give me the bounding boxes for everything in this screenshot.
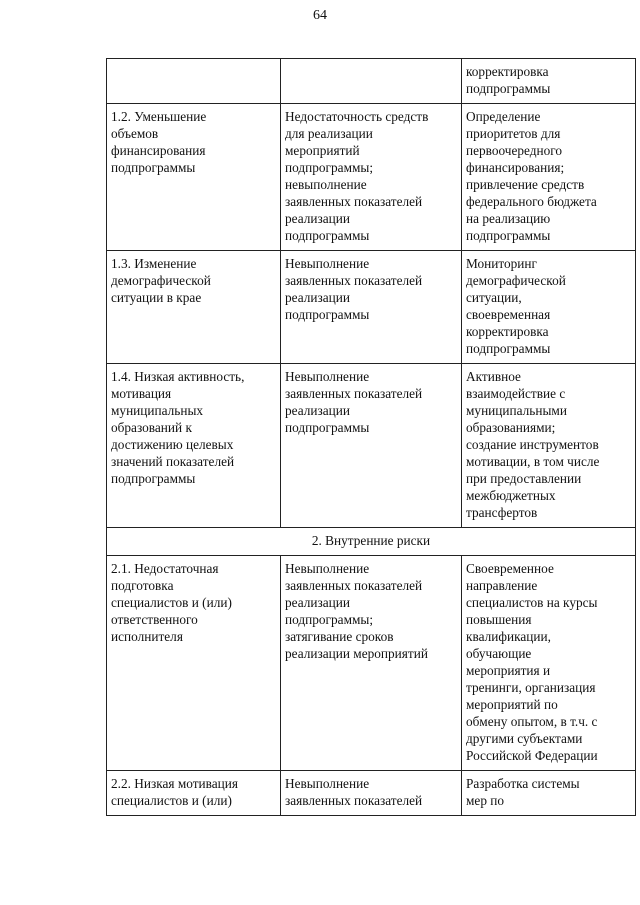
measure-cell: Мониторинг демографической ситуации, своевременная корректировка подпрограммы bbox=[462, 251, 636, 364]
consequence-cell: Невыполнение заявленных показателей реализации подпрограммы bbox=[281, 251, 462, 364]
table-row bbox=[107, 59, 636, 104]
page-number: 64 bbox=[313, 8, 327, 23]
table-row bbox=[107, 771, 636, 816]
risk-cell: 1.2. Уменьшение объемов финансирования подпрограммы bbox=[107, 104, 281, 251]
risk-table bbox=[106, 58, 636, 816]
measure-cell: Определение приоритетов для первоочередного финансирования; привлечение средств федерального бюджета на реализацию подпрограммы bbox=[462, 104, 636, 251]
consequence-cell: Невыполнение заявленных показателей реализации подпрограммы bbox=[281, 364, 462, 528]
measure-cell: Активное взаимодействие с муниципальными образованиями; создание инструментов мотивации, в том числе при предоставлении межбюджетных трансфертов bbox=[462, 364, 636, 528]
section-header: 2. Внутренние риски bbox=[107, 528, 636, 556]
risk-cell: 1.3. Изменение демографической ситуации в крае bbox=[107, 251, 281, 364]
risk-cell: 1.4. Низкая активность, мотивация муниципальных образований к достижению целевых значений показателей подпрограммы bbox=[107, 364, 281, 528]
consequence-cell: Невыполнение заявленных показателей реализации подпрограммы; затягивание сроков реализации мероприятий bbox=[281, 556, 462, 771]
measure-cell: Своевременное направление специалистов на курсы повышения квалификации, обучающие мероприятия и тренинги, организация мероприятий по обмену опытом, в т.ч. с другими субъектами Российской Федерации bbox=[462, 556, 636, 771]
section-header-row bbox=[107, 528, 636, 556]
table-row bbox=[107, 364, 636, 528]
table-row bbox=[107, 104, 636, 251]
consequence-cell bbox=[281, 59, 462, 104]
risk-cell: 2.1. Недостаточная подготовка специалистов и (или) ответственного исполнителя bbox=[107, 556, 281, 771]
consequence-cell: Невыполнение заявленных показателей bbox=[281, 771, 462, 816]
measure-cell: корректировка подпрограммы bbox=[462, 59, 636, 104]
risk-cell: 2.2. Низкая мотивация специалистов и (или) bbox=[107, 771, 281, 816]
measure-cell: Разработка системы мер по bbox=[462, 771, 636, 816]
consequence-cell: Недостаточность средств для реализации мероприятий подпрограммы; невыполнение заявленных показателей реализации подпрограммы bbox=[281, 104, 462, 251]
risk-cell bbox=[107, 59, 281, 104]
table-row bbox=[107, 556, 636, 771]
table-row bbox=[107, 251, 636, 364]
